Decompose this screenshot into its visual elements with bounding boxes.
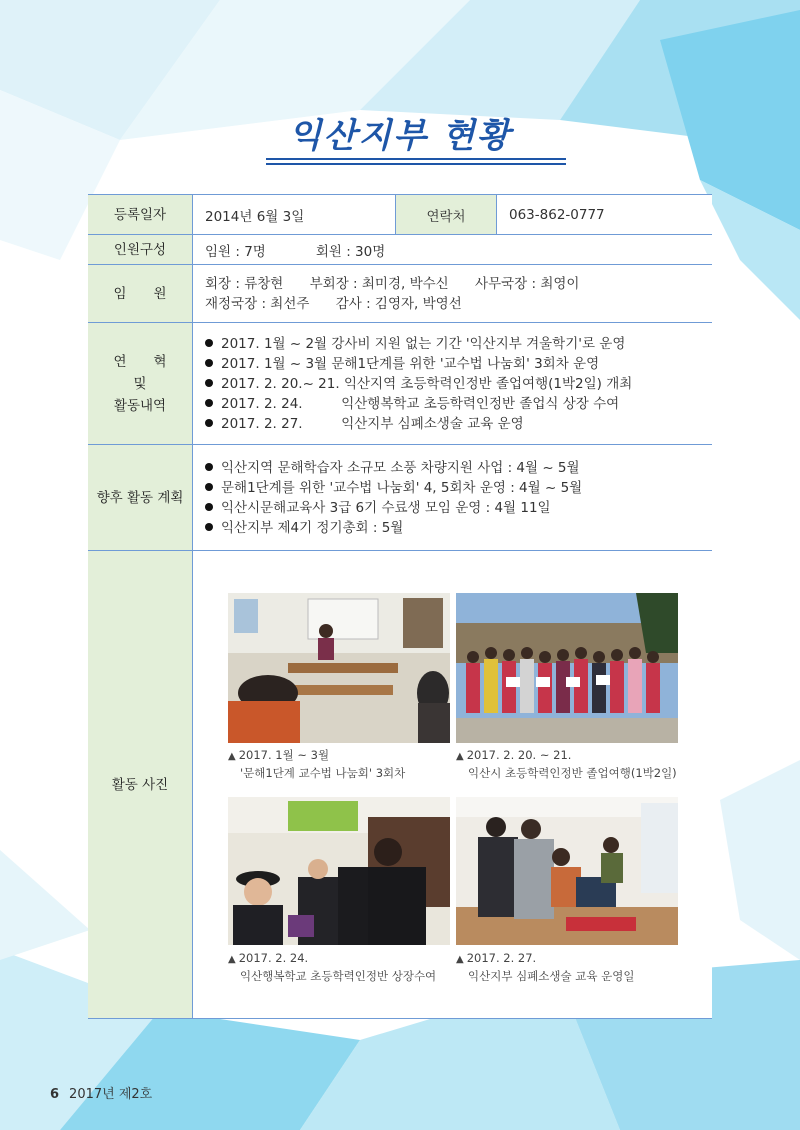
officers-line-2: 재정국장 : 최선주 감사 : 김영자, 박영선 (205, 295, 462, 312)
plan-item: 익산시문해교육사 3급 6기 수료생 모임 운영 : 4월 11일 (205, 498, 712, 518)
photo-grid (193, 552, 712, 1018)
contact-label: 연락처 (396, 195, 497, 235)
registration-label: 등록일자 (88, 195, 193, 235)
members-label: 인원구성 (88, 235, 193, 265)
photo-caption: ▲ 2017. 2. 20. ~ 21. 익산시 초등학력인정반 졸업여행(1박2일) (456, 747, 677, 780)
photos-row (88, 551, 712, 1019)
plans-row (88, 445, 712, 551)
history-item: 2017. 1월 ~ 3월 문해1단계를 위한 '교수법 나눔회' 3회차 운영 (205, 354, 712, 374)
group-trip-photo (456, 593, 678, 743)
contact-value: 063-862-0777 (497, 195, 713, 235)
history-item: 2017. 2. 27. 익산지부 심폐소생술 교육 운영 (205, 414, 712, 434)
history-row (88, 323, 712, 445)
ceremony-photo (228, 797, 450, 945)
history-item: 2017. 2. 20.~ 21. 익산지역 초등학력인정반 졸업여행(1박2일) 개최 (205, 374, 712, 394)
plan-item: 익산지역 문해학습자 소규모 소풍 차량지원 사업 : 4월 ~ 5월 (205, 458, 712, 478)
page-number: 6 (50, 1087, 60, 1102)
info-table (88, 194, 712, 1019)
photo-caption: ▲ 2017. 1월 ~ 3월 '문해1단계 교수법 나눔회' 3회차 (228, 747, 406, 780)
officer-count: 임원 : 7명 (205, 243, 266, 260)
members-row (88, 235, 712, 265)
issue-label: 2017년 제2호 (69, 1087, 153, 1102)
photos-label: 활동 사진 (88, 551, 193, 1019)
page-title: 익산지부 현황 (288, 116, 512, 156)
history-label: 연 혁 및 활동내역 (88, 323, 193, 445)
plans-label: 향후 활동 계획 (88, 445, 193, 551)
registration-date: 2014년 6월 3일 (193, 195, 396, 235)
title-underline (266, 158, 566, 168)
page-footer (50, 1083, 152, 1102)
photo-caption: ▲ 2017. 2. 24. 익산행복학교 초등학력인정반 상장수여 (228, 950, 437, 983)
photo-caption: ▲ 2017. 2. 27. 익산지부 심폐소생술 교육 운영일 (456, 950, 635, 983)
registration-row (88, 195, 712, 235)
officers-row (88, 265, 712, 323)
history-item: 2017. 1월 ~ 2월 강사비 지원 없는 기간 '익산지부 겨울학기'로 운영 (205, 334, 712, 354)
history-item: 2017. 2. 24. 익산행복학교 초등학력인정반 졸업식 상장 수여 (205, 394, 712, 414)
cpr-training-photo (456, 797, 678, 945)
classroom-photo (228, 593, 450, 743)
member-count: 회원 : 30명 (315, 243, 386, 260)
officers-label: 임 원 (88, 265, 193, 323)
plan-item: 익산지부 제4기 정기총회 : 5월 (205, 518, 712, 538)
plan-item: 문해1단계를 위한 '교수법 나눔회' 4, 5회차 운영 : 4월 ~ 5월 (205, 478, 712, 498)
officers-line-1: 회장 : 류창현 부회장 : 최미경, 박수신 사무국장 : 최영이 (205, 275, 580, 292)
